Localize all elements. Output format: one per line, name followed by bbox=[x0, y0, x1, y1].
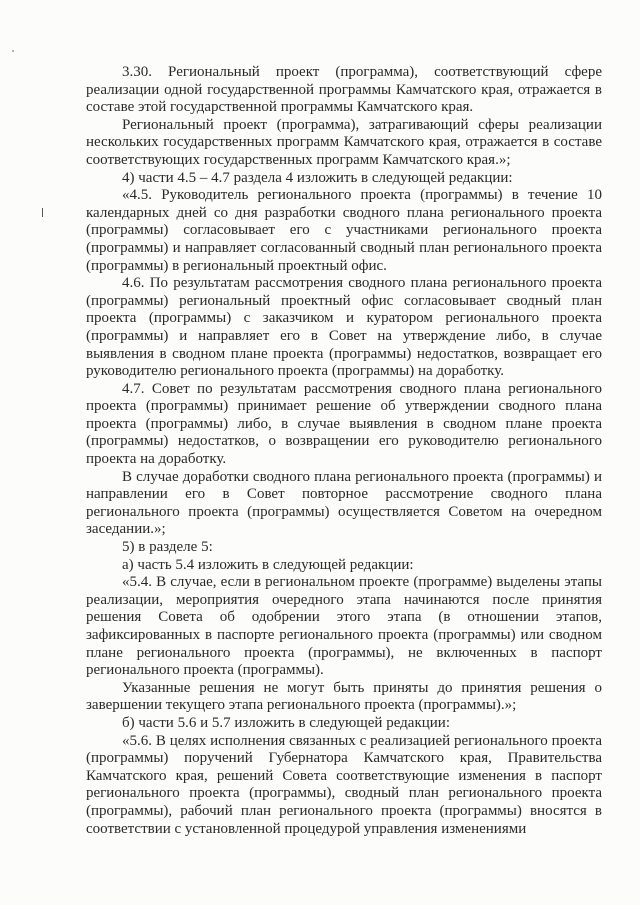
paragraph: а) часть 5.4 изложить в следующей редакции: bbox=[122, 556, 414, 573]
scan-speck bbox=[12, 50, 14, 52]
margin-mark bbox=[42, 208, 43, 217]
paragraph: Указанные решения не могут быть приняты до принятия решения о завершении текущего этапа регионального проекта (программы).»; bbox=[86, 679, 602, 714]
paragraph: б) части 5.6 и 5.7 изложить в следующей редакции: bbox=[122, 714, 450, 731]
paragraph: 5) в разделе 5: bbox=[122, 539, 213, 556]
document-body bbox=[86, 64, 602, 838]
paragraph: «4.5. Руководитель регионального проекта (программы) в течение 10 календарных дней со дня разработки сводного плана регионального проекта (программы) согласовывает его с участниками регионального проекта (программы) и направляет согласованный сводный план регионального проекта (программы) в региональный проектный офис. bbox=[86, 187, 602, 274]
paragraph: 4.6. По результатам рассмотрения сводного плана регионального проекта (программы) региональный проектный офис согласовывает сводный план проекта (программы) с заказчиком и куратором регионального проекта (программы) и направляет его в Совет на утверждение либо, в случае выявления в сводном плане проекта (программы) недостатков, возвращает его руководителю регионального проекта (программы) на доработку. bbox=[86, 275, 602, 380]
paragraph: Региональный проект (программа), затрагивающий сферы реализации нескольких государственных программ Камчатского края, отражается в составе соответствующих государственных программ Камчатского края.»; bbox=[86, 116, 602, 168]
paragraph: «5.6. В целях исполнения связанных с реализацией регионального проекта (программы) поручений Губернатора Камчатского края, Правительства Камчатского края, решений Совета соответствующие изменения в паспорт регионального проекта (программы), сводный план регионального проекта (программы), рабочий план регионального проекта (программы) вносятся в соответствии с установленной процедурой управления изменениями bbox=[86, 732, 602, 837]
paragraph: 3.30. Региональный проект (программа), соответствующий сфере реализации одной государственной программы Камчатского края, отражается в составе этой государственной программы Камчатского края. bbox=[86, 64, 602, 116]
paragraph: В случае доработки сводного плана регионального проекта (программы) и направлении его в Совет повторное рассмотрение сводного плана регионального проекта (программы) осуществляется Советом на очередном заседании.»; bbox=[86, 468, 602, 538]
paragraph: 4.7. Совет по результатам рассмотрения сводного плана регионального проекта (программы) принимает решение об утверждении сводного плана проекта (программы) либо, в случае выявления в сводном плане проекта (программы) недостатков, о возвращении его руководителю регионального проекта на доработку. bbox=[86, 380, 602, 468]
paragraph: 4) части 4.5 – 4.7 раздела 4 изложить в следующей редакции: bbox=[122, 169, 513, 186]
paragraph: «5.4. В случае, если в региональном проекте (программе) выделены этапы реализации, мероприятия очередного этапа начинаются после принятия решения Совета об одобрении этого этапа (в отношении этапов, зафиксированных в паспорте регионального проекта (программы) или сводном плане регионального проекта (программы), не включенных в паспорт регионального проекта (программы). bbox=[86, 574, 602, 679]
